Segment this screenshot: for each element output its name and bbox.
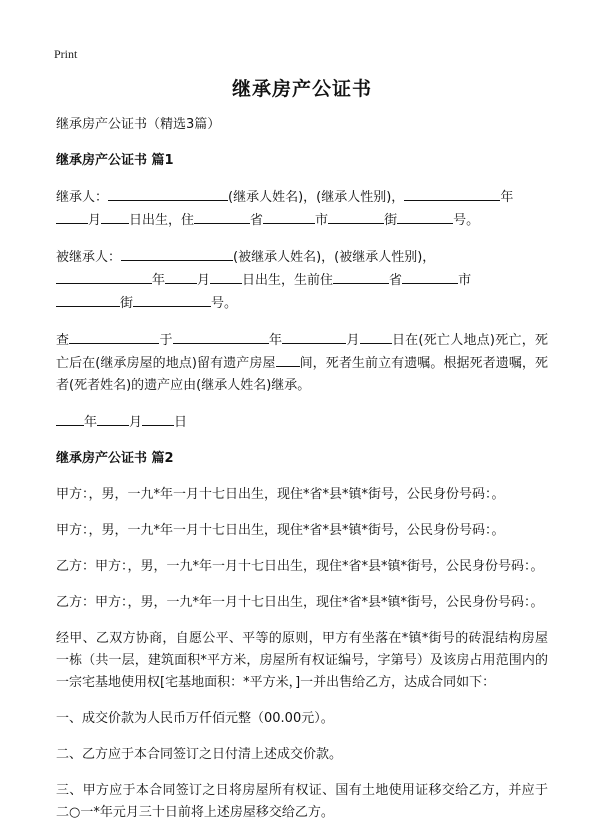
blank-field (404, 186, 500, 201)
blank-field (56, 209, 88, 224)
heir-text: 月 (88, 213, 102, 228)
blank-field (194, 209, 250, 224)
document-title: 继承房产公证书 (231, 78, 372, 100)
blank-field (276, 352, 300, 367)
heir-text: 街 (384, 213, 398, 228)
notary-body-paragraph (56, 329, 548, 397)
heir-label: 继承人： (56, 190, 109, 205)
blank-field (360, 329, 392, 344)
section-heading-2: 继承房产公证书 篇2 (56, 451, 174, 466)
contract-paragraph: 经甲、乙双方协商，自愿公平、平等的原则，甲方有坐落在*镇*街号的砖混结构房屋一栋（共一层，建筑面积*平方米，房屋所有权证编号，字第号）及该房占用范围内的一宗宅基地使用权[宅基地面积：*平方米，]一并出售给乙方，达成合同如下： (56, 631, 548, 690)
blank-field (263, 209, 315, 224)
blank-field (397, 209, 453, 224)
blank-field (210, 269, 242, 284)
blank-field (133, 292, 211, 307)
contract-paragraph: 甲方：，男，一九*年一月十七日出生，现住*省*县*镇*街号，公民身份号码：。 (56, 487, 505, 502)
date-text: 年 (84, 415, 98, 430)
decedent-text: (被继承人姓名)，(被继承人性别)， (233, 250, 436, 265)
contract-paragraph: 甲方：，男，一九*年一月十七日出生，现住*省*县*镇*街号，公民身份号码：。 (56, 523, 505, 538)
body-text: 月 (346, 333, 360, 348)
body-text: 间，死者生前立有遗嘱。根据死者遗嘱，死者(死者姓名)的遗产应由(继承人姓名)继承。 (56, 356, 548, 393)
section-heading-1: 继承房产公证书 篇1 (56, 153, 174, 168)
decedent-text: 市 (458, 273, 472, 288)
print-link[interactable]: Print (54, 47, 78, 61)
heir-text: 号。 (453, 213, 480, 228)
decedent-text: 省 (389, 273, 403, 288)
heir-text: 年 (500, 190, 514, 205)
blank-field (328, 209, 384, 224)
blank-field (97, 411, 129, 426)
heir-text: 日出生，住 (129, 213, 195, 228)
body-text: 于 (159, 333, 173, 348)
contract-paragraph: 二、乙方应于本合同签订之日付清上述成交价款。 (56, 747, 343, 762)
blank-field (282, 329, 346, 344)
blank-field (402, 269, 458, 284)
decedent-text: 年 (152, 273, 166, 288)
contract-paragraph: 乙方：甲方：，男，一九*年一月十七日出生，现住*省*县*镇*街号，公民身份号码：。 (56, 595, 544, 610)
decedent-text: 号。 (211, 296, 238, 311)
contract-paragraph: 一、成交价款为人民币万仟佰元整（00.00元）。 (56, 711, 334, 726)
blank-field (333, 269, 389, 284)
blank-field (108, 186, 228, 201)
contract-paragraph: 三、甲方应于本合同签订之日将房屋所有权证、国有土地使用证移交给乙方，并应于二○一*年元月三十日前将上述房屋移交给乙方。 (56, 783, 548, 820)
blank-field (56, 269, 152, 284)
contract-paragraph: 乙方：甲方：，男，一九*年一月十七日出生，现住*省*县*镇*街号，公民身份号码：。 (56, 559, 544, 574)
body-text: 日在(死亡人地点)死亡，死亡后在(继承房屋的地点)留有遗产房屋 (56, 333, 548, 371)
document (56, 78, 548, 838)
blank-field (165, 269, 197, 284)
blank-field (142, 411, 174, 426)
body-text: 年 (268, 333, 283, 348)
blank-field (69, 329, 159, 344)
blank-field (121, 246, 233, 261)
heir-text: 市 (315, 213, 329, 228)
body-text: 查 (56, 333, 70, 348)
document-subtitle: 继承房产公证书（精选3篇） (56, 117, 221, 132)
decedent-paragraph (56, 246, 548, 315)
decedent-label: 被继承人： (56, 250, 122, 265)
heir-text: (继承人姓名)，(继承人性别)， (228, 190, 405, 205)
decedent-text: 日出生，生前住 (242, 273, 334, 288)
blank-field (56, 292, 120, 307)
blank-field (101, 209, 129, 224)
decedent-text: 街 (120, 296, 134, 311)
date-text: 日 (174, 415, 188, 430)
date-line (56, 411, 548, 434)
blank-field (173, 329, 269, 344)
heir-paragraph (56, 186, 548, 232)
decedent-text: 月 (197, 273, 211, 288)
date-text: 月 (129, 415, 143, 430)
blank-field (56, 411, 84, 426)
heir-text: 省 (250, 213, 264, 228)
